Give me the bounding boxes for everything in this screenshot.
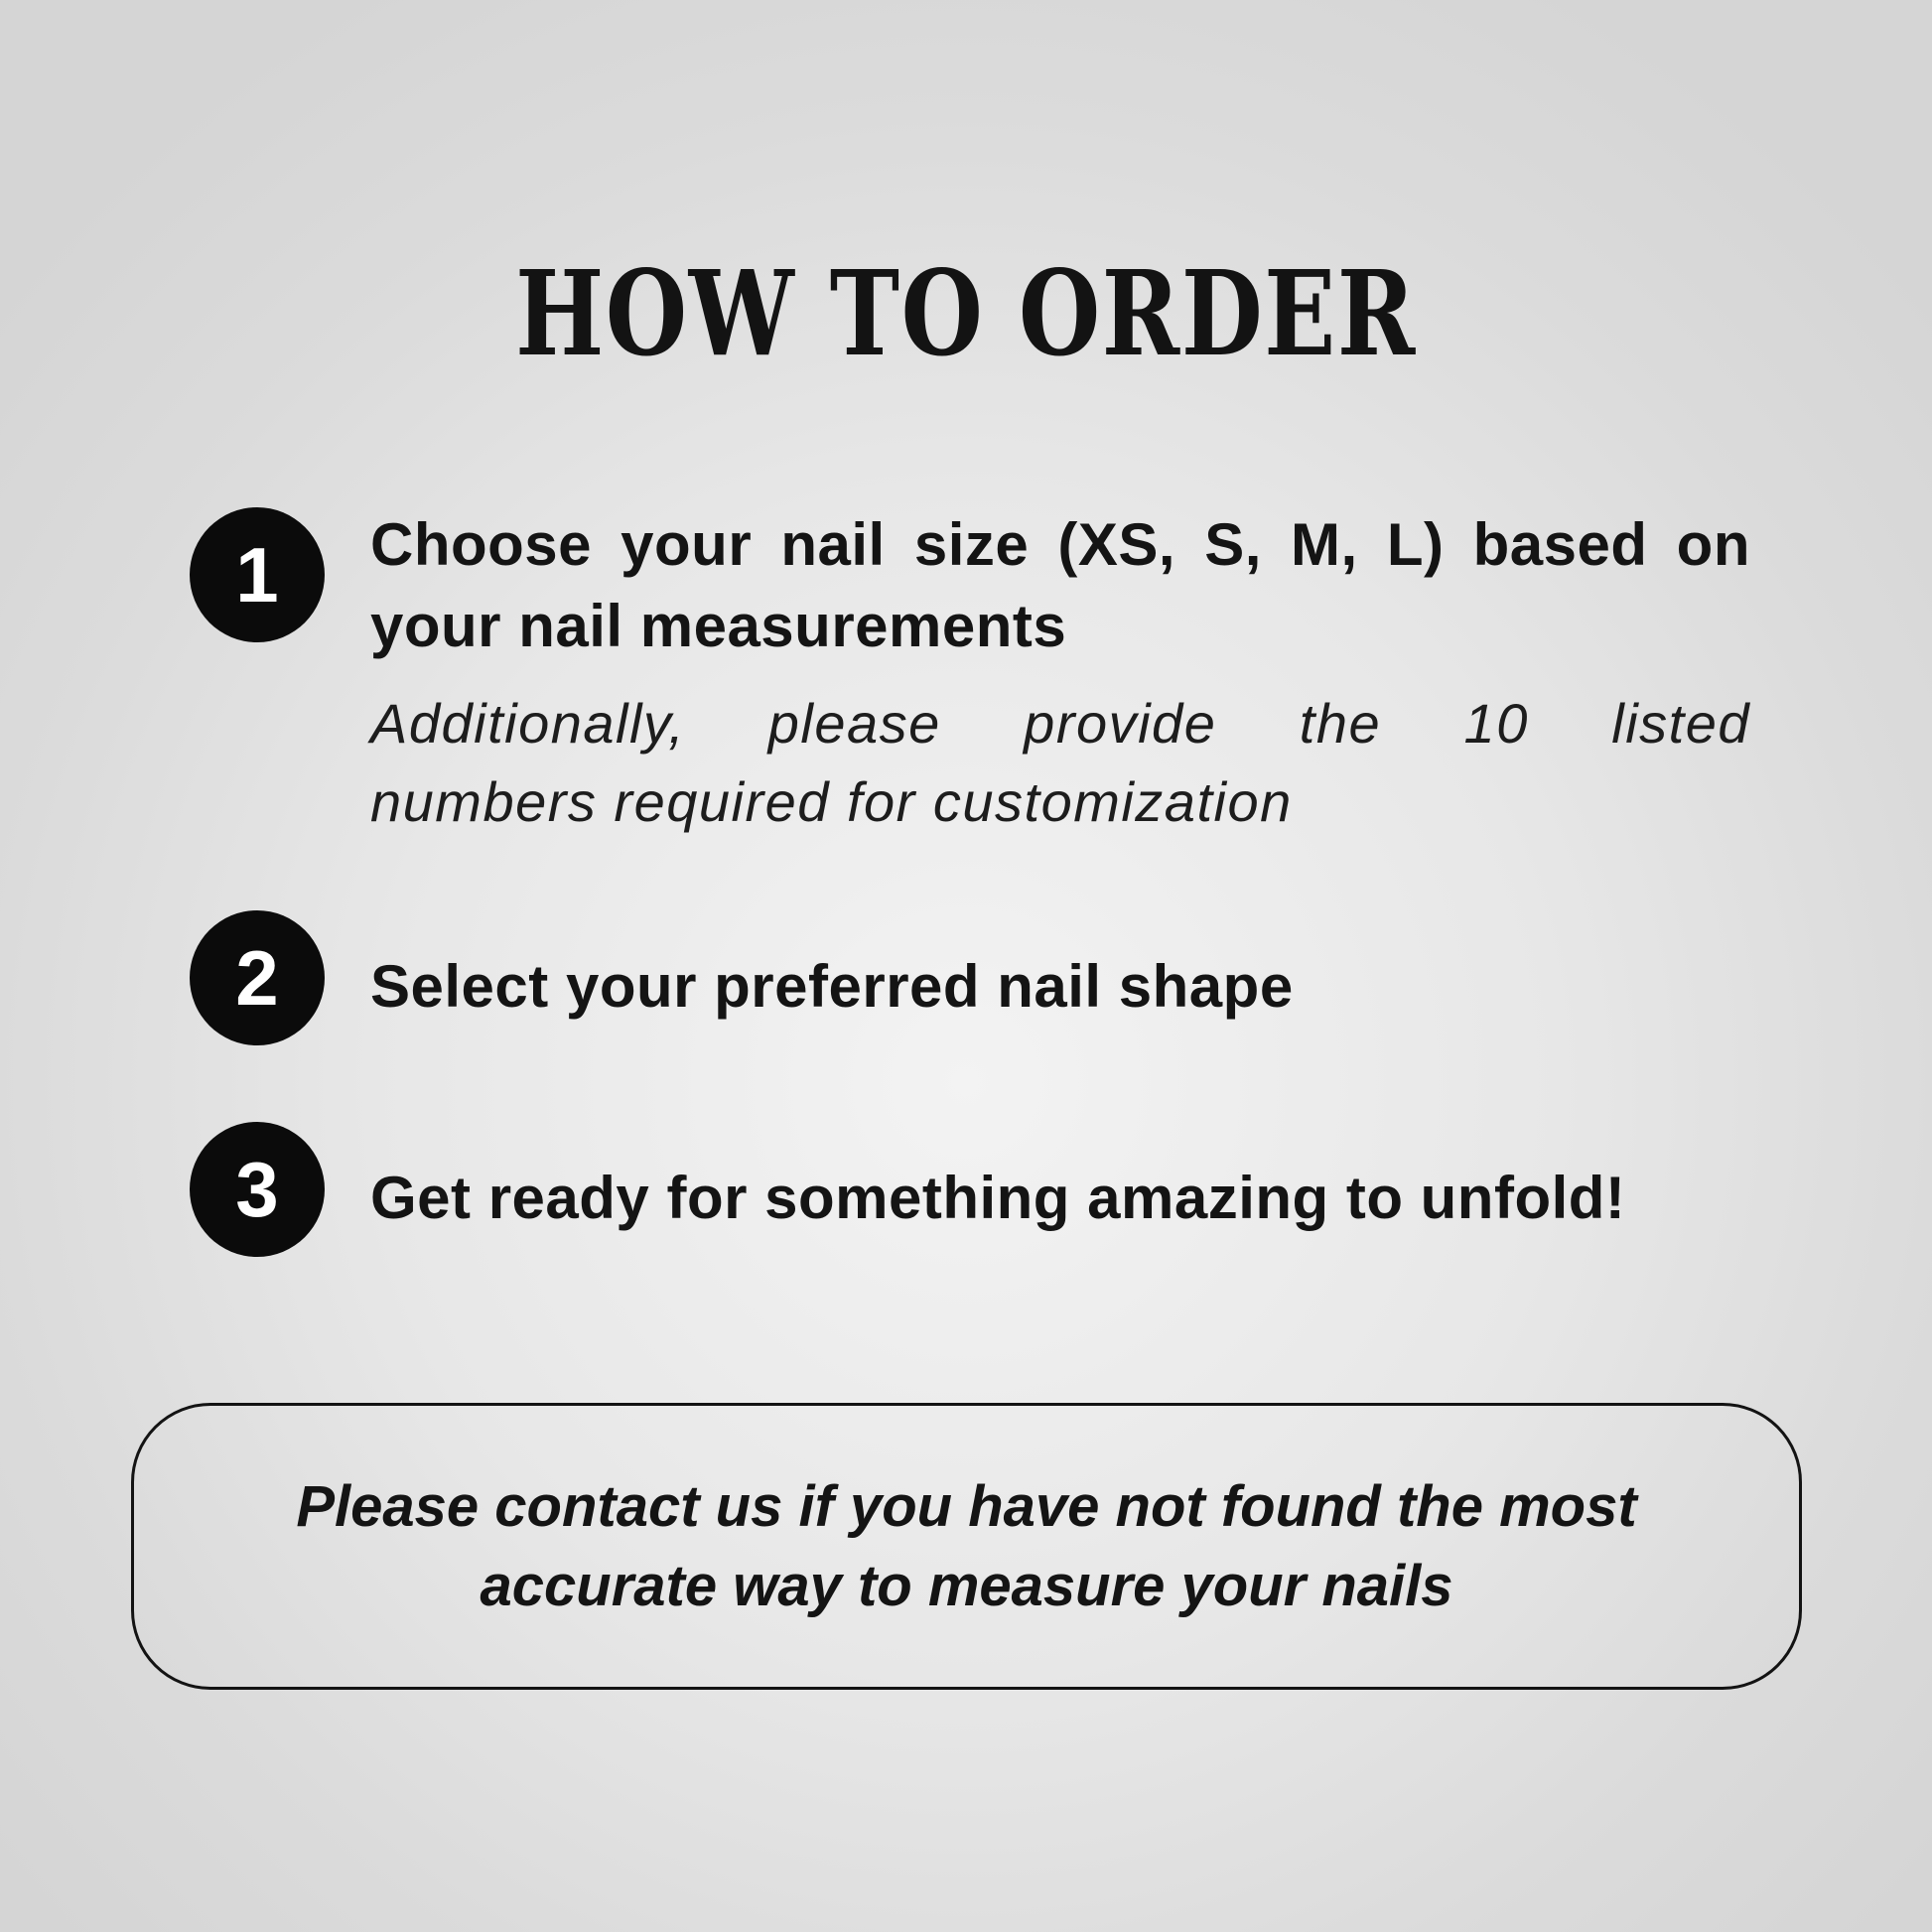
step-1-text (370, 504, 1750, 667)
step-1-note-line-1: Additionally, please provide the 10 listed (370, 692, 1750, 755)
step-1-badge (190, 507, 325, 642)
contact-note-line-1: Please contact us if you have not found the most (296, 1473, 1637, 1539)
step-1-note-line-2: numbers required for customization (370, 770, 1293, 833)
step-3-line-1: Get ready for something amazing to unfold! (370, 1165, 1626, 1231)
step-3-badge (190, 1122, 325, 1257)
step-1-number: 1 (235, 531, 279, 619)
step-2-line-1: Select your preferred nail shape (370, 953, 1294, 1020)
step-1-line-2: your nail measurements (370, 593, 1067, 659)
step-3-number: 3 (235, 1146, 279, 1233)
contact-note-box (131, 1403, 1802, 1690)
step-1-line-1: Choose your nail size (XS, S, M, L) based on (370, 511, 1750, 578)
step-2-number: 2 (235, 934, 279, 1022)
page-title: HOW TO ORDER (515, 244, 1417, 382)
step-2-badge (190, 910, 325, 1045)
step-1-note (370, 684, 1750, 841)
step-3-text (370, 1158, 1750, 1239)
contact-note-line-2: accurate way to measure your nails (480, 1553, 1453, 1618)
step-2-text (370, 946, 1750, 1028)
